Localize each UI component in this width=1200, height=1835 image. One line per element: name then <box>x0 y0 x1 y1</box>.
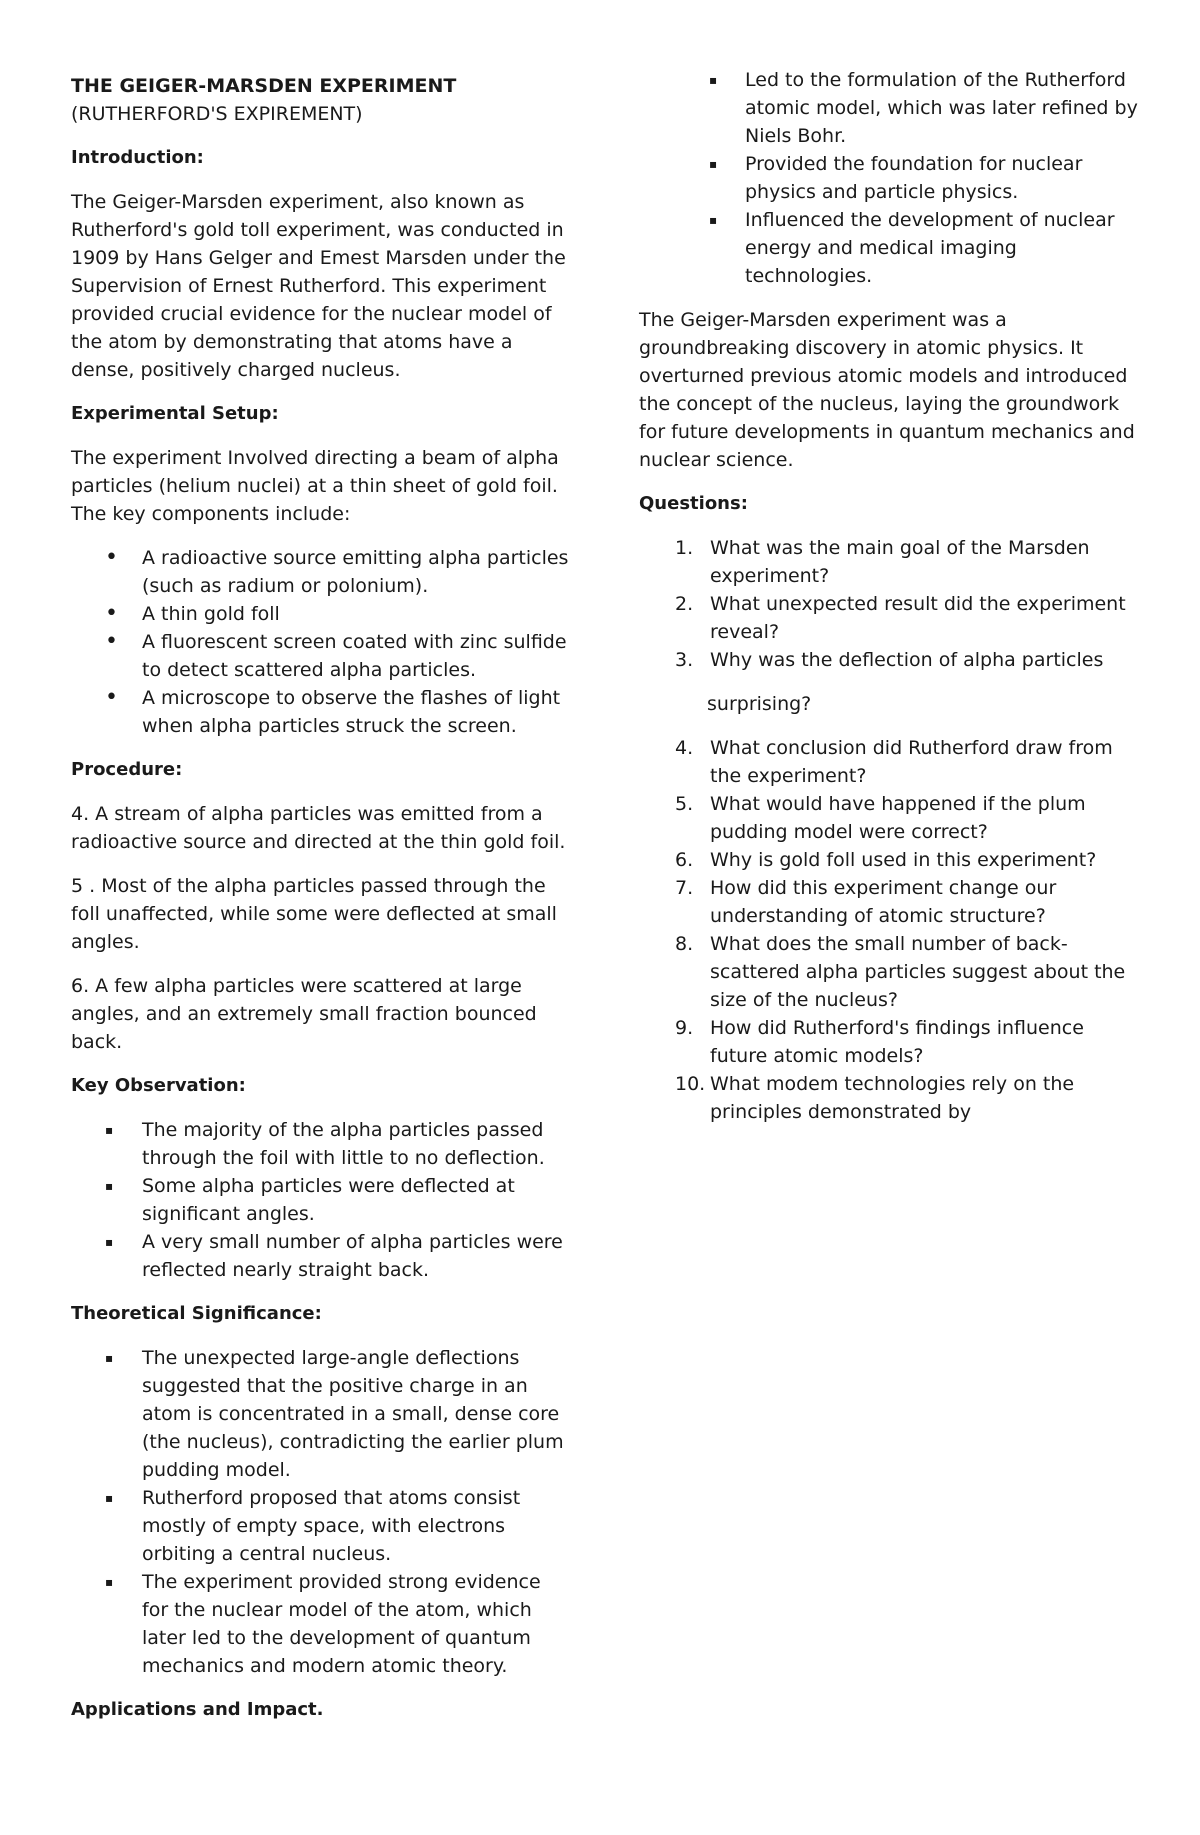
list-item: ▪ Provided the foundation for nuclear physics and particle physics. <box>639 150 1139 206</box>
list-item: • A radioactive source emitting alpha particles (such as radium or polonium). <box>71 544 571 600</box>
left-column <box>71 66 571 1740</box>
applications-heading: Applications and Impact. <box>71 1699 324 1720</box>
procedure-heading: Procedure: <box>71 759 183 780</box>
question-text: What modem technologies rely on the principles demonstrated by <box>710 1073 1075 1123</box>
question-text: What would have happened if the plum pudding model were correct? <box>710 793 1086 843</box>
theory-heading: Theoretical Significance: <box>71 1303 322 1324</box>
questions-heading: Questions: <box>639 493 748 514</box>
question-item <box>639 790 1139 846</box>
question-text: How did Rutherford's findings influence future atomic models? <box>710 1017 1084 1067</box>
questions-list-continued <box>639 734 1139 1126</box>
question-item <box>639 534 1139 590</box>
question-item <box>639 1014 1139 1070</box>
question-text: What was the main goal of the Marsden experiment? <box>710 537 1090 587</box>
question-item <box>639 874 1139 930</box>
title-rest: (RUTHERFORD'S EXPIREMENT) <box>71 103 363 125</box>
setup-list <box>71 544 571 740</box>
question-item <box>639 590 1139 646</box>
list-item: ▪ Some alpha particles were deflected at significant angles. <box>71 1172 571 1228</box>
title-bold: THE GEIGER-MARSDEN EXPERIMENT <box>71 75 457 97</box>
right-column <box>639 66 1139 1142</box>
question-item <box>639 930 1139 1014</box>
question-continuation: surprising? <box>707 693 812 715</box>
question-number: 6. <box>675 849 694 871</box>
question-text: What does the small number of back-scattered alpha particles suggest about the size of the nucleus? <box>710 933 1126 1011</box>
question-item <box>639 646 1139 674</box>
intro-text: The Geiger-Marsden experiment, also known as Rutherford's gold toll experiment, was conducted in 1909 by Hans Gelger and Emest Marsden under the Supervision of Ernest Rutherford. This experiment provided crucial evidence for the nuclear model of the atom by demonstrating that atoms have a dense, positively charged nucleus. <box>71 191 566 381</box>
conclusion-text: The Geiger-Marsden experiment was a groundbreaking discovery in atomic physics. It overturned previous atomic models and introduced the concept of the nucleus, laying the groundwork for future developments in quantum mechanics and nuclear science. <box>639 309 1135 471</box>
question-number: 9. <box>675 1017 694 1039</box>
theory-list <box>71 1344 571 1680</box>
list-item: ▪ The experiment provided strong evidence for the nuclear model of the atom, which later led to the development of quantum mechanics and modern atomic theory. <box>71 1568 571 1680</box>
question-number: 1. <box>675 537 694 559</box>
question-text: How did this experiment change our understanding of atomic structure? <box>710 877 1057 927</box>
setup-text: The experiment Involved directing a beam of alpha particles (helium nuclei) at a thin sheet of gold foil. The key components include: <box>71 447 559 525</box>
question-number: 2. <box>675 593 694 615</box>
question-text: Why is gold foll used in this experiment? <box>710 849 1097 871</box>
question-item <box>639 734 1139 790</box>
list-item: ▪ The unexpected large-angle deflections suggested that the positive charge in an atom is concentrated in a small, dense core (the nucleus), contradicting the earlier plum pudding model. <box>71 1344 571 1484</box>
list-item: ▪ The majority of the alpha particles passed through the foil with little to no deflection. <box>71 1116 571 1172</box>
procedure-step: 6. A few alpha particles were scattered at large angles, and an extremely small fraction bounced back. <box>71 975 537 1053</box>
question-text: Why was the deflection of alpha particles <box>710 649 1104 671</box>
list-item: • A microscope to observe the flashes of light when alpha particles struck the screen. <box>71 684 571 740</box>
setup-heading: Experimental Setup: <box>71 403 279 424</box>
observation-heading: Key Observation: <box>71 1075 246 1096</box>
question-item <box>639 1070 1139 1126</box>
intro-heading: Introduction: <box>71 147 204 168</box>
procedure-step: 5 . Most of the alpha particles passed through the foll unaffected, while some were deflected at small angles. <box>71 875 557 953</box>
question-number: 5. <box>675 793 694 815</box>
question-number: 10. <box>675 1073 706 1095</box>
observation-list <box>71 1116 571 1284</box>
question-number: 7. <box>675 877 694 899</box>
question-item <box>639 846 1139 874</box>
list-item: ▪ Rutherford proposed that atoms consist mostly of empty space, with electrons orbiting a central nucleus. <box>71 1484 571 1568</box>
list-item: ▪ A very small number of alpha particles were reflected nearly straight back. <box>71 1228 571 1284</box>
question-text: What conclusion did Rutherford draw from the experiment? <box>710 737 1113 787</box>
procedure-step: 4. A stream of alpha particles was emitted from a radioactive source and directed at the thin gold foil. <box>71 803 566 853</box>
list-item: • A fluorescent screen coated with zinc sulfide to detect scattered alpha particles. <box>71 628 571 684</box>
questions-list <box>639 534 1139 674</box>
applications-list <box>639 66 1139 290</box>
document-title <box>71 72 571 128</box>
question-text: What unexpected result did the experiment reveal? <box>710 593 1126 643</box>
list-item: ▪ Led to the formulation of the Rutherford atomic model, which was later refined by Niels Bohr. <box>639 66 1139 150</box>
list-item: ▪ Influenced the development of nuclear energy and medical imaging technologies. <box>639 206 1139 290</box>
question-number: 3. <box>675 649 694 671</box>
question-number: 8. <box>675 933 694 955</box>
list-item: • A thin gold foll <box>71 600 571 628</box>
question-number: 4. <box>675 737 694 759</box>
